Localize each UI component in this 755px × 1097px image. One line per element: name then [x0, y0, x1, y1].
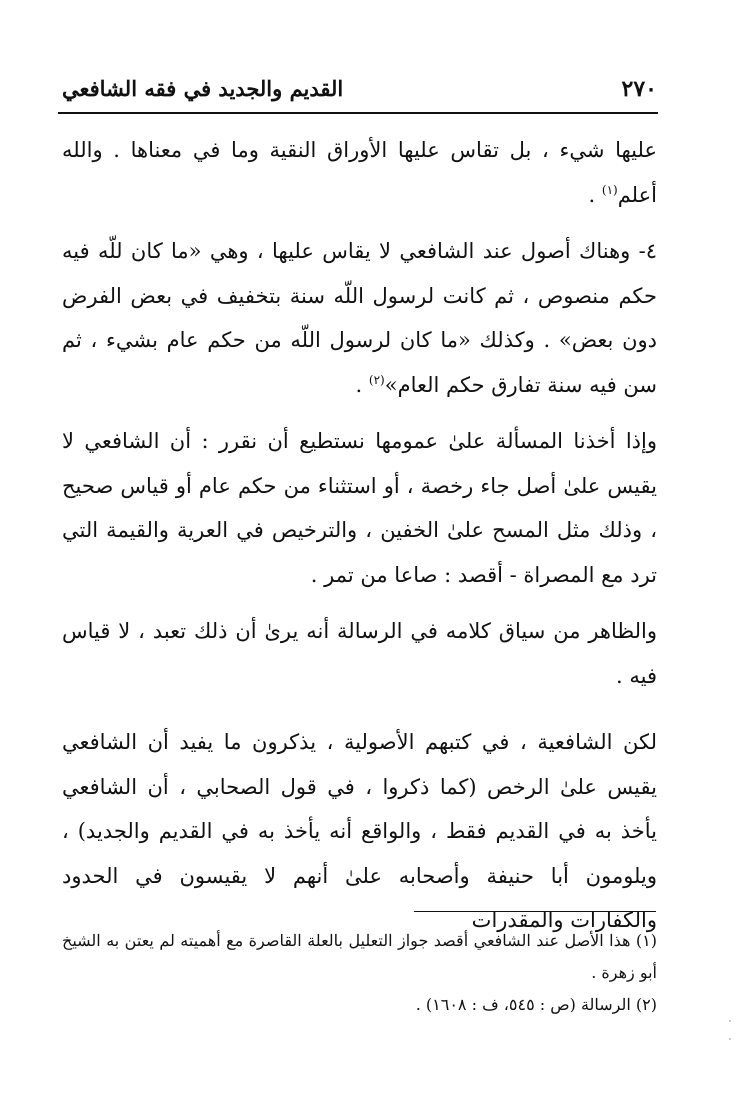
paragraph-3: وإذا أخذنا المسألة علىٰ عمومها نستطيع أن نقرر : أن الشافعي لا يقيس علىٰ أصل جاء رخصة ، أو استثناء من حكم عام أو قياس صحيح ، وذلك مثل المسح علىٰ الخفين ، والترخيص في العرية والقيمة التي ترد مع المصراة - أقصد : صاعا من تمر .	[62, 429, 657, 587]
footnote-rule	[414, 911, 656, 912]
paragraph-5: لكن الشافعية ، في كتبهم الأصولية ، يذكرون ما يفيد أن الشافعي يقيس علىٰ الرخص (كما ذكروا ، في قول الصحابي ، أن الشافعي يأخذ به في القديم فقط ، والواقع أنه يأخذ به في القديم والجديد) ، ويلومون أبا حنيفة وأصحابه علىٰ أنهم لا يقيسون في الحدود والكفارات والمقدرات	[62, 730, 657, 932]
scan-speck	[729, 1038, 731, 1040]
paragraph-2	[62, 229, 657, 407]
paragraph-text: عليها شيء ، بل تقاس عليها الأوراق النقية وما في معناها . والله أعلم	[62, 138, 657, 207]
footnotes	[62, 925, 657, 1021]
footnote-ref-1: (١)	[601, 182, 618, 197]
page-number: ٢٧٠	[621, 76, 657, 102]
footnote-2: (٢) الرسالة (ص : ٥٤٥، ف : ١٦٠٨) .	[415, 995, 657, 1014]
running-title: القديم والجديد في فقه الشافعي	[62, 76, 344, 101]
paragraph-1	[62, 128, 657, 217]
footnote-1: (١) هذا الأصل عند الشافعي أقصد جواز التعليل بالعلة القاصرة مع أهميته لم يعتن به الشيخ أبو زهرة .	[62, 931, 657, 982]
paragraph-tail: .	[588, 182, 602, 207]
main-text	[62, 128, 657, 955]
scan-speck	[729, 1020, 731, 1022]
paragraph-text: ٤- وهناك أصول عند الشافعي لا يقاس عليها ، وهي «ما كان للّه فيه حكم منصوص ، ثم كانت لرسول اللّه سنة بتخفيف في بعض الفرض دون بعض» . وكذلك «ما كان لرسول اللّه من حكم عام بشيء ، ثم سن فيه سنة تفارق حكم العام»	[62, 239, 657, 397]
page-header	[62, 72, 657, 106]
paragraph-4: والظاهر من سياق كلامه في الرسالة أنه يرىٰ أن ذلك تعبد ، لا قياس فيه .	[62, 619, 657, 688]
paragraph-tail: .	[355, 372, 369, 397]
footnote-ref-2: (٢)	[368, 372, 385, 387]
header-rule	[58, 112, 658, 114]
